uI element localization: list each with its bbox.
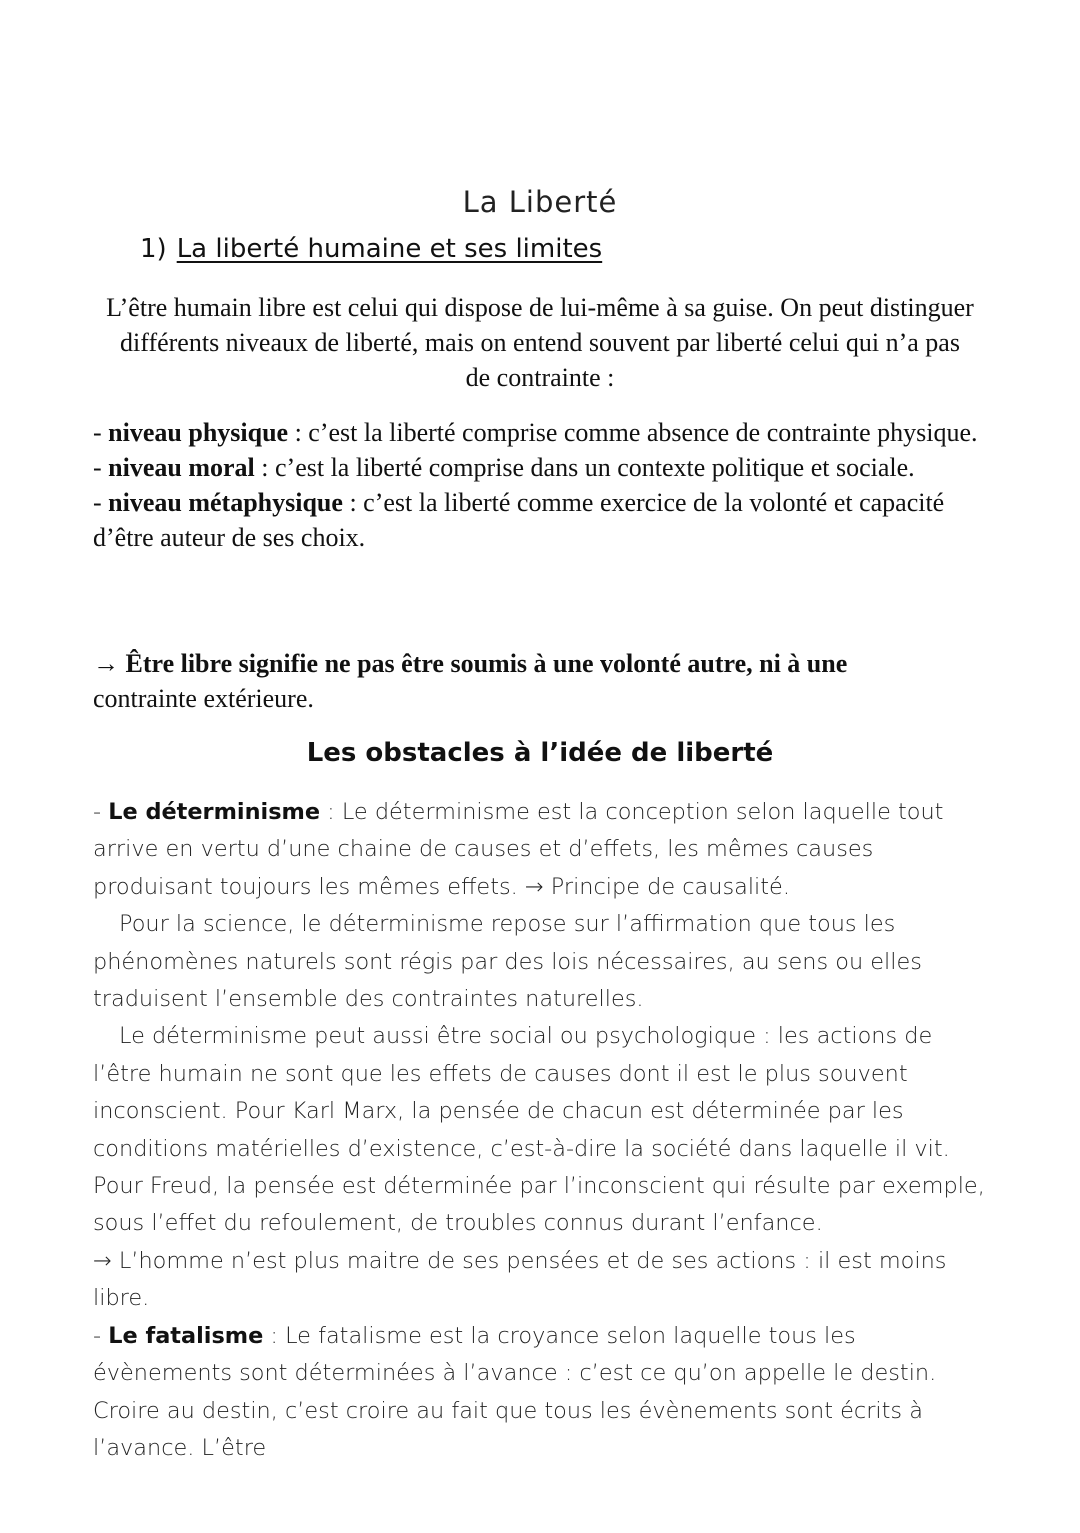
list-item-prefix: -: [93, 453, 109, 482]
obstacles-heading: Les obstacles à l’idée de liberté: [306, 738, 774, 768]
determinisme-term: Le déterminisme: [108, 799, 321, 825]
fatalisme-term: Le fatalisme: [108, 1322, 264, 1349]
intro-paragraph: L’être humain libre est celui qui dispose de lui-même à sa guise. On peut distinguer différents niveaux de liberté, mais on entend souvent par liberté celui qui n’a pas de contrainte :: [106, 293, 974, 392]
list-item-prefix: -: [93, 488, 109, 517]
page-title: La Liberté: [462, 185, 618, 220]
list-item-prefix: -: [93, 799, 109, 825]
obstacles-body: [93, 794, 988, 1467]
science-paragraph: Pour la science, le déterminisme repose sur l’affirmation que tous les phénomènes naturels sont régis par des lois nécessaires, au sens ou elles traduisent l’ensemble des contraintes naturelles.: [93, 911, 922, 1013]
list-item-prefix: -: [93, 418, 109, 447]
determinisme-conclusion: → L’homme n’est plus maitre de ses pensées et de ses actions : il est moins libre.: [93, 1247, 947, 1312]
social-psychological-paragraph: Le déterminisme peut aussi être social ou psychologique : les actions de l’être humain ne sont que les effets de causes dont il est le plus souvent inconscient. Pour Karl Marx, la pensée de chacun est déterminée par les conditions matérielles d’existence, c’est-à-dire la société dans laquelle il vit. Pour Freud, la pensée est déterminée par l’inconscient qui résulte par exemple, sous l’effet du refoulement, de troubles connus durant l’enfance.: [93, 1023, 985, 1237]
list-item-prefix: -: [93, 1322, 109, 1349]
determinisme-definition: : Le déterminisme est la conception selon laquelle tout arrive en vertu d’une chaine de causes et d’effets, les mêmes causes produisant toujours les mêmes effets. → Principe de causalité.: [93, 799, 944, 900]
list-item-term: niveau moral: [108, 453, 255, 482]
section-heading: [140, 234, 602, 264]
list-item-text: : c’est la liberté comprise comme absence de contrainte physique.: [288, 418, 978, 447]
list-item: [93, 415, 993, 450]
section-conclusion: [93, 646, 993, 716]
conclusion-bold-text: → Être libre signifie ne pas être soumis à une volonté autre, ni à une: [93, 649, 848, 678]
list-item-text: : c’est la liberté comme exercice de la volonté et capacité d’être auteur de ses choix.: [93, 488, 945, 552]
list-item: [93, 485, 993, 555]
section-heading-text: La liberté humaine et ses limites: [176, 234, 603, 264]
list-item-term: niveau métaphysique: [108, 488, 343, 517]
fatalisme-paragraph: [93, 1318, 988, 1468]
list-item-text: : c’est la liberté comprise dans un contexte politique et sociale.: [254, 453, 915, 482]
list-item: [93, 450, 993, 485]
list-item-term: niveau physique: [108, 418, 289, 447]
fatalisme-definition: : Le fatalisme est la croyance selon laquelle tous les évènements sont déterminées à l’avance : c’est ce qu’on appelle le destin. Croire au destin, c’est croire au fait que tous les évènements sont écrits à l’avance. L’être: [93, 1322, 937, 1461]
freedom-levels-list: [93, 415, 993, 555]
section-number: 1): [140, 234, 167, 264]
conclusion-text: contrainte extérieure.: [93, 684, 314, 713]
determinisme-paragraph: [93, 794, 988, 906]
